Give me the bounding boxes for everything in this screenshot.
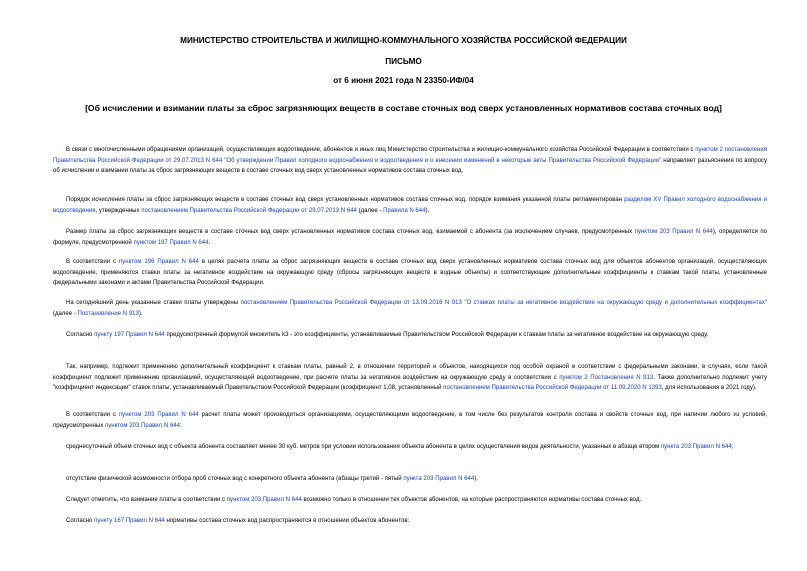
paragraph-text: На сегодняшний день указанные ставки платы утверждены bbox=[66, 300, 241, 306]
reference-link[interactable]: пунктом 203 Правил N 644 bbox=[226, 497, 302, 503]
paragraph-text: В соответствии с bbox=[66, 412, 119, 418]
paragraph-text: нормативы состава сточных вод распространяются в отношении объектов абонентов: bbox=[164, 518, 410, 524]
reference-link[interactable]: Постановление N 913 bbox=[77, 310, 139, 317]
paragraph-text: ). bbox=[474, 476, 478, 482]
paragraph-10 bbox=[53, 474, 767, 485]
reference-link[interactable]: пунктом 203 Правил N 644 bbox=[118, 412, 199, 418]
ministry-heading: МИНИСТЕРСТВО СТРОИТЕЛЬСТВА И ЖИЛИЩНО-КОММУНАЛЬНОГО ХОЗЯЙСТВА РОССИЙСКОЙ ФЕДЕРАЦИИ bbox=[180, 36, 627, 45]
paragraph-text: В соответствии с bbox=[66, 259, 119, 265]
paragraph-text: Согласно bbox=[66, 332, 95, 338]
reference-link[interactable]: пунктом 2 постановления Правительства Российской Федерации от 29.07.2013 N 644 "Об утверждении Правил холодного водоснабжения и водоотведения и о внесении изменений в некоторые акты Правительства Российской Федерации" bbox=[53, 147, 767, 164]
reference-link[interactable]: постановлением Правительства Российской Федерации от 13.09.2016 N 913 "О ставках платы за негативное воздействие на окружающую среду и дополнительных коэффициентах" bbox=[240, 300, 767, 306]
reference-link[interactable]: пунктом 196 Правил N 644 bbox=[118, 259, 199, 265]
paragraph-5 bbox=[53, 298, 767, 319]
paragraph-text: отсутствие физической возможности отбора проб сточных вод с конкретного объекта абонента (абзацы третий - пятый bbox=[66, 476, 404, 482]
reference-link[interactable]: пунктом 197 Правил N 644 bbox=[133, 239, 209, 246]
reference-link[interactable]: разделом XV Правил холодного водоснабжения и водоотведения bbox=[53, 197, 768, 214]
paragraph-4 bbox=[53, 257, 767, 289]
paragraph-text: Размер платы за сброс загрязняющих веществ в составе сточных вод сверх установленных нормативов состава сточных вод, взимаемой с абонента (за исключением случаев, предусмотренных bbox=[66, 229, 635, 235]
paragraph-text: (далее - bbox=[356, 207, 384, 214]
paragraph-text: в целях расчета платы за сброс загрязняющих веществ в составе сточных вод сверх установленных нормативов состава сточных вод для объектов абонентов организаций, осуществляющих водоотведение, применяются ставки платы за негативное воздействие на окружающую среду (сбросы загрязняющих веществ в водные объекты) и соответствующие дополнительные коэффициенты к ставкам такой платы, установленные федеральными законами и актами Правительства Российской Федерации. bbox=[53, 259, 767, 286]
paragraph-text: Порядок исчисления платы за сброс загрязняющих веществ в составе сточных вод сверх установленных нормативов состава сточных вод, порядок взимания указанной платы регламентирован bbox=[66, 197, 625, 203]
paragraph-text: ; bbox=[731, 444, 734, 450]
paragraph-text: ). bbox=[138, 310, 143, 317]
paragraph-text: . bbox=[208, 239, 211, 246]
reference-link[interactable]: пунктом 203 Правил N 644 bbox=[634, 229, 713, 235]
paragraph-11 bbox=[53, 495, 767, 506]
paragraph-1 bbox=[53, 145, 767, 177]
paragraph-text: Так, например, подлежит применению дополнительный коэффициент к ставкам платы, равный 2, в отношении территорий и объектов, находящихся под особой охраной в соответствии с федеральными законами, в случаях, если такой коэффициент подлежит применению организацией, осуществляющей водоотведение, при расчете платы за негативное воздействие на окружающую среду в соответствии с bbox=[53, 364, 767, 381]
paragraph-2 bbox=[53, 195, 767, 216]
paragraph-text: В связи с многочисленными обращениями организаций, осуществляющих водоотведение, абонентов и иных лиц Министерство строительства и жилищно-коммунального хозяйства Российской Федерации в соответствии с bbox=[66, 147, 696, 153]
paragraph-text: (далее - bbox=[53, 310, 78, 317]
paragraph-text: , для использования в 2021 году). bbox=[661, 385, 757, 391]
paragraph-text: : bbox=[180, 422, 182, 429]
paragraph-text: расчет платы может производиться организациями, осуществляющими водоотведение, в том числе без результатов контроля состава и свойств сточных вод, при наличии любого из условий, предусмотренных bbox=[53, 412, 768, 429]
reference-link[interactable]: пунктом 203 Правил N 644 bbox=[105, 422, 181, 429]
reference-link[interactable]: пункта 203 Правил N 644 bbox=[660, 444, 732, 450]
paragraph-9 bbox=[53, 442, 767, 453]
paragraph-text: возможно только в отношении тех объектов абонентов, на которые распространяются нормативы состава сточных вод. bbox=[301, 497, 642, 503]
paragraph-text: ). bbox=[425, 207, 430, 214]
paragraph-3 bbox=[53, 227, 767, 248]
paragraph-12 bbox=[53, 516, 767, 527]
reference-link[interactable]: пунктом 2 Постановления N 913 bbox=[559, 374, 654, 381]
paragraph-text: Согласно bbox=[66, 518, 95, 524]
reference-link[interactable]: пункту 167 Правил N 644 bbox=[94, 518, 165, 524]
document-date-number: от 6 июня 2021 года N 23350-ИФ/04 bbox=[333, 76, 474, 85]
reference-link[interactable]: постановлением Правительства Российской Федерации от 11.09.2020 N 1393 bbox=[443, 385, 662, 391]
paragraph-text: среднесуточный объем сточных вод с объекта абонента составляет менее 30 куб. метров при условии использования объекта абонента в целях осуществления видов деятельности, указанных в абзаце втором bbox=[66, 444, 661, 450]
document-title: [Об исчислении и взимании платы за сброс загрязняющих веществ в составе сточных вод сверх установленных нормативов состава сточных вод] bbox=[85, 103, 722, 113]
reference-link[interactable]: пункта 203 Правил N 644 bbox=[403, 476, 475, 482]
reference-link[interactable]: постановлением Правительства Российской Федерации от 29.07.2013 N 644 bbox=[141, 207, 357, 214]
paragraph-text: Следует отметить, что взимание платы в соответствии с bbox=[66, 497, 227, 503]
paragraph-text: направляет разъяснения по вопросу об исчислении и взимании платы за сброс загрязняющих веществ в составе сточных вод сверх установленных нормативов состава сточных вод. bbox=[53, 157, 767, 174]
document-type: ПИСЬМО bbox=[385, 57, 422, 66]
paragraph-8 bbox=[53, 410, 767, 431]
paragraph-7 bbox=[53, 362, 767, 394]
paragraph-text: ), определяется по формуле, предусмотренной bbox=[53, 229, 767, 246]
paragraph-text: предусмотренный формулой множитель k3 - это коэффициенты, устанавливаемые Правительством Российской Федерации к ставкам платы за негативное воздействие на окружающую среду. bbox=[164, 332, 709, 338]
paragraph-text: . Также дополнительно подлежит учету "коэффициент индексации" ставок платы, устанавливаемый Правительством Российской Федерации (коэффициент 1,08, установленный bbox=[53, 374, 767, 391]
reference-link[interactable]: Правила N 644 bbox=[383, 207, 426, 214]
paragraph-text: , утвержденных bbox=[95, 207, 142, 214]
paragraph-6 bbox=[53, 330, 767, 341]
reference-link[interactable]: пункту 197 Правил N 644 bbox=[94, 332, 165, 338]
